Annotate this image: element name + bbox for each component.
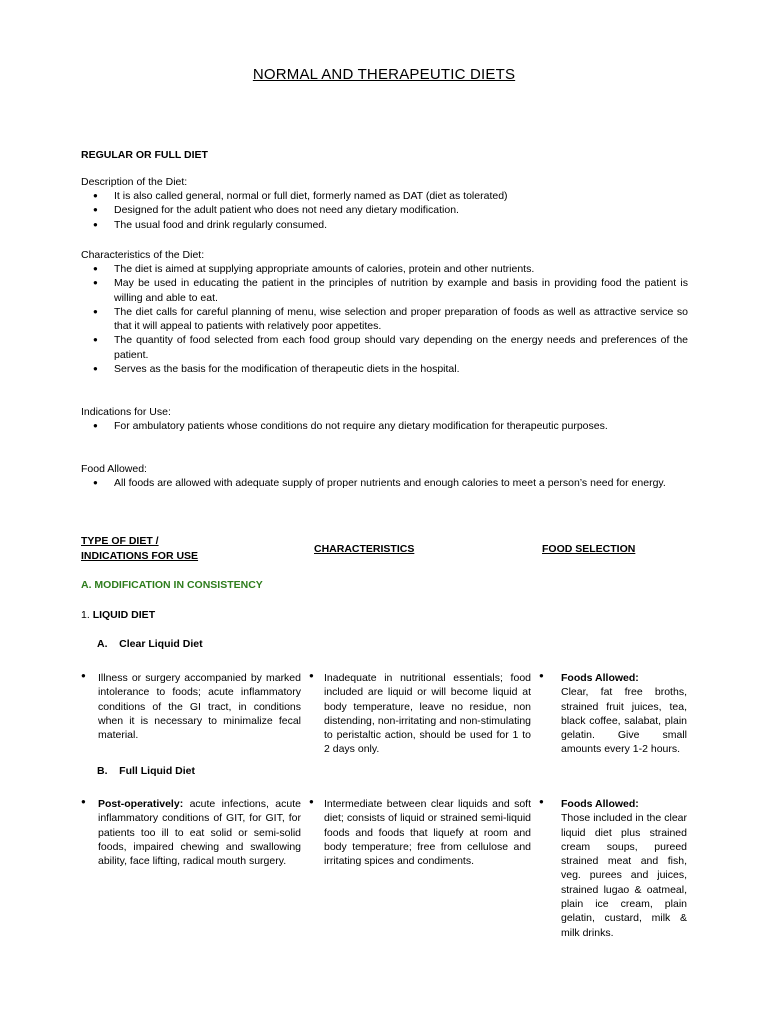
food-allowed-label: Food Allowed: [81, 463, 147, 475]
column-header-type: TYPE OF DIET / INDICATIONS FOR USE [81, 535, 199, 562]
indications-label: Indications for Use: [81, 406, 171, 418]
section-modification-consistency: A. MODIFICATION IN CONSISTENCY [81, 579, 263, 591]
bullet-icon: ● [93, 205, 98, 215]
full-characteristics-cell: ● Intermediate between clear liquids and soft diet; consists of liquid or strained semi-liquid foods and foods that liquefy at room and body temperature; free from cellulose and irritating spices and condiments. [309, 797, 531, 868]
list-item: ● The diet is aimed at supplying appropriate amounts of calories, protein and other nutrients. [93, 263, 535, 275]
clear-indication-cell: ● Illness or surgery accompanied by marked intolerance to foods; acute inflammatory conditions of the GI tract, in conditions when it is necessary to minimalize fecal material. [81, 671, 301, 742]
full-liquid-heading: B. Full Liquid Diet [97, 765, 195, 777]
full-food-cell: ● Foods Allowed: Those included in the clear liquid diet plus strained cream soups, pureed strained meat and fish, veg. purees and juices, strained lugao & oatmeal, plain ice cream, plain gelatin, custard, milk & milk drinks. [539, 797, 687, 939]
bullet-icon: ● [93, 421, 98, 430]
bullet-icon: ● [93, 191, 98, 200]
column-header-characteristics: CHARACTERISTICS [314, 543, 415, 555]
bullet-icon: ● [309, 797, 314, 806]
page-title: NORMAL AND THERAPEUTIC DIETS [252, 66, 516, 83]
full-indication-cell: ● Post-operatively: acute infections, acute inflammatory conditions of GIT, for GIT, for patients too ill to eat solid or semi-solid foods, impaired chewing and swallowing ability, face lifting, radical mouth surgery. [81, 797, 301, 868]
bullet-icon: ● [93, 306, 98, 316]
bullet-icon: ● [93, 478, 98, 487]
liquid-diet-heading: 1. LIQUID DIET [81, 609, 156, 621]
list-item: ● The quantity of food selected from each food group should vary depending on the energy needs and preferences of the patient. [93, 334, 688, 361]
bullet-icon: ● [539, 797, 544, 806]
list-item: ● Serves as the basis for the modification of therapeutic diets in the hospital. [93, 363, 460, 376]
regular-diet-heading: REGULAR OR FULL DIET [81, 149, 208, 161]
description-label: Description of the Diet: [81, 176, 188, 188]
description-list [81, 189, 688, 232]
column-header-food-selection: FOOD SELECTION [542, 543, 636, 555]
clear-characteristics-cell: ● Inadequate in nutritional essentials; food included are liquid or will become liquid at body temperature, leave no residue, non distending, non-irritating and non-stimulating to peristaltic action, should be used for 1 to 2 days only. [309, 671, 531, 756]
list-item: ● May be used in educating the patient in the principles of nutrition by example and basis in providing food the patient is willing and able to eat. [93, 277, 688, 304]
bullet-icon: ● [93, 278, 98, 288]
bullet-icon: ● [81, 671, 86, 680]
list-item: ● It is also called general, normal or full diet, formerly named as DAT (diet as tolerated) [93, 190, 508, 202]
list-item: ● All foods are allowed with adequate supply of proper nutrients and enough calories to meet a person’s need for energy. [93, 477, 666, 489]
indications-list [81, 419, 688, 433]
clear-food-cell: ● Foods Allowed: Clear, fat free broths, strained fruit juices, tea, black coffee, salabat, plain gelatin. Give small amounts every 1-2 hours. [539, 671, 687, 756]
bullet-icon: ● [539, 671, 544, 680]
list-item: ● The diet calls for careful planning of menu, wise selection and proper preparation of foods as well as attractive service so that it will appeal to patients with relatively poor appetites. [93, 305, 688, 333]
list-item: ● For ambulatory patients whose conditions do not require any dietary modification for therapeutic purposes. [93, 420, 608, 432]
bullet-icon: ● [81, 797, 86, 806]
bullet-icon: ● [93, 264, 98, 273]
bullet-icon: ● [93, 364, 98, 374]
bullet-icon: ● [309, 671, 314, 680]
characteristics-label: Characteristics of the Diet: [81, 249, 205, 261]
list-item: ● Designed for the adult patient who does not need any dietary modification. [93, 204, 459, 217]
food-allowed-list [81, 476, 688, 490]
characteristics-list [81, 262, 688, 376]
bullet-icon: ● [93, 219, 98, 229]
bullet-icon: ● [93, 335, 98, 345]
list-item: ● The usual food and drink regularly consumed. [93, 218, 328, 231]
clear-liquid-heading: A. Clear Liquid Diet [97, 638, 203, 650]
